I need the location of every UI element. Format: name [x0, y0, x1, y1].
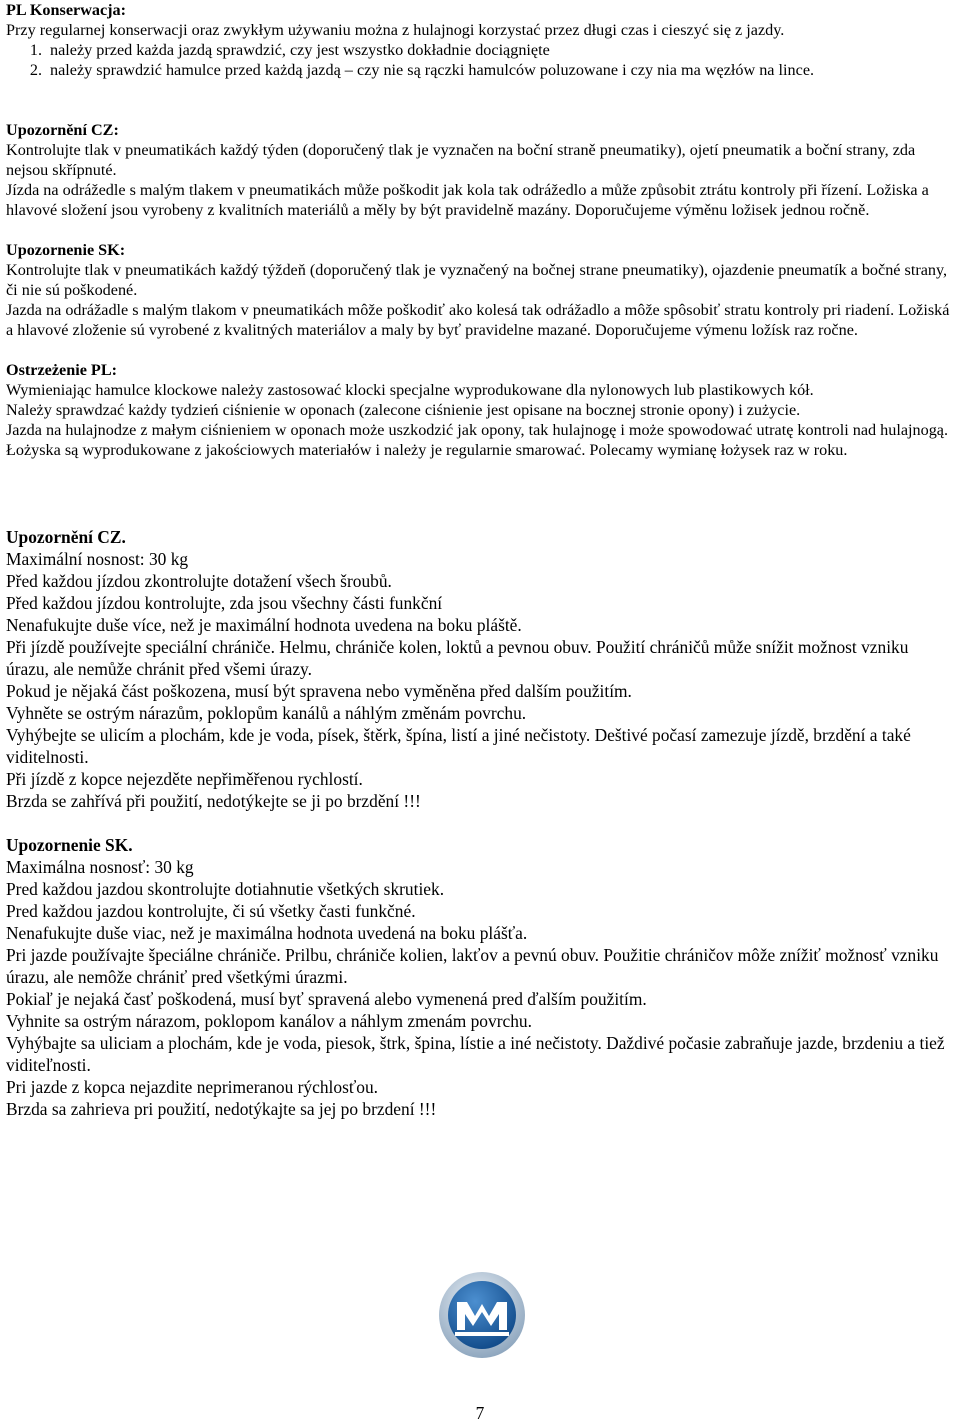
cz-safety-line: Při jízdě používejte speciální chrániče. Helmu, chrániče kolen, loktů a pevnou obuv. Použití chráničů může snížit možnost vzniku úrazu, ale nemůže chránit před všemi úrazy.: [6, 637, 909, 679]
list-item: [6, 60, 954, 80]
sk-safety-line: Vyhýbajte sa uliciam a plochám, kde je voda, piesok, štrk, špina, lístie a iné nečistoty. Daždivé počasie zabraňuje jazde, brzdeniu a tiež viditeľnosti.: [6, 1033, 945, 1075]
list-item-text: należy przed każda jazdą sprawdzić, czy jest wszystko dokładnie dociągnięte: [50, 41, 550, 59]
heading-sk-safety: Upozornenie SK.: [6, 835, 133, 855]
page-number: 7: [475, 1403, 485, 1423]
sk-safety-line: Pred každou jazdou skontrolujte dotiahnutie všetkých skrutiek.: [6, 879, 445, 899]
sk-safety-line: Pokiaľ je nejaká časť poškodená, musí byť spravená alebo vymenená pred ďalším použitím.: [6, 989, 647, 1009]
list-pl-maintenance: [6, 40, 954, 80]
paragraph-pl-intro: Przy regularnej konserwacji oraz zwykłym używaniu można z hulajnogi korzystać przez długi czas i cieszyć się z jazdy.: [6, 21, 785, 39]
sk-safety-line: Nenafukujte duše viac, než je maximálna hodnota uvedená na boku plášťa.: [6, 923, 528, 943]
list-item-number: 2.: [29, 61, 42, 79]
cz-safety-line: Před každou jízdou zkontrolujte dotažení všech šroubů.: [6, 571, 392, 591]
cz-safety-line: Před každou jízdou kontrolujte, zda jsou všechny části funkční: [6, 593, 443, 613]
cz-safety-line: Brzda se zahřívá při použití, nedotýkejte se ji po brzdění !!!: [6, 791, 421, 811]
sk-safety-line: Maximálna nosnosť: 30 kg: [6, 857, 194, 877]
list-item-text: należy sprawdzić hamulce przed każdą jazdą – czy nie są rączki hamulców poluzowane i czy nia ma węzłów na lince.: [50, 61, 815, 79]
paragraph-pl-warning-2: Należy sprawdzać każdy tydzień ciśnienie w oponach (zalecone ciśnienie jest opisane na bocznej stronie opony) i zużycie.: [6, 401, 801, 419]
document-page: [6, 0, 954, 1120]
sk-safety-line: Pri jazde používajte špeciálne chrániče. Prilbu, chrániče kolien, lakťov a pevnú obuv. Použitie chráničov môže znížiť možnosť vzniku úrazu, ale nemôže chrániť pred všetkými úrazmi.: [6, 945, 939, 987]
heading-cz-safety: Upozornění CZ.: [6, 527, 126, 547]
cz-safety-line: Vyhněte se ostrým nárazům, poklopům kanálů a náhlým změnám povrchu.: [6, 703, 527, 723]
heading-pl-warning: Ostrzeżenie PL:: [6, 361, 118, 379]
list-item: [6, 40, 954, 60]
paragraph-pl-warning-3: Jazda na hulajnodze z małym ciśnieniem w oponach może uszkodzić jak opony, tak hulajnogę i może spowodować utratę kontroli nad hulajnogą. Łożyska są wyprodukowane z jakościowych materiałów i należy je regularnie smarować. Polecamy wymianę łożysek raz w roku.: [6, 421, 949, 459]
heading-sk-warning: Upozornenie SK:: [6, 241, 126, 259]
section-pl-maintenance: [6, 0, 954, 460]
list-item-number: 1.: [29, 41, 42, 59]
section-safety-warnings: [6, 526, 954, 1120]
heading-cz-warning: Upozornění CZ:: [6, 121, 119, 139]
cz-safety-line: Maximální nosnost: 30 kg: [6, 549, 189, 569]
cz-safety-line: Vyhýbejte se ulicím a plochám, kde je voda, písek, štěrk, špína, listí a jiné nečistoty. Deštivé počasí zamezuje jízdě, brzdění a také viditelnosti.: [6, 725, 911, 767]
paragraph-pl-warning-1: Wymieniając hamulce klockowe należy zastosować klocki specjalne wyprodukowane dla nylonowych lub plastikowych kół.: [6, 381, 814, 399]
sk-safety-line: Vyhnite sa ostrým nárazom, poklopom kanálov a náhlym zmenám povrchu.: [6, 1011, 532, 1031]
paragraph-cz-warning-1: Kontrolujte tlak v pneumatikách každý týden (doporučený tlak je vyznačen na boční straně pneumatiky), ojetí pneumatik a boční strany, zda nejsou skřípnuté.: [6, 141, 916, 179]
cz-safety-line: Pokud je nějaká část poškozena, musí být spravena nebo vyměněna před dalším použitím.: [6, 681, 632, 701]
paragraph-sk-warning-1: Kontrolujte tlak v pneumatikách každý týždeň (doporučený tlak je vyznačený na bočnej strane pneumatiky), ojazdenie pneumatík a bočné strany, či nie sú poškodené.: [6, 261, 948, 299]
paragraph-sk-warning-2: Jazda na odrážadle s malým tlakom v pneumatikách môže poškodiť ako kolesá tak odrážadlo a môže spôsobiť stratu kontroly pri riadení. Ložiská a hlavové zloženie sú vyrobené z kvalitných materiálov a maly by byť pravidelne mazané. Doporučujeme výmenu ložísk raz ročne.: [6, 301, 950, 339]
sk-safety-line: Pri jazde z kopca nejazdite neprimeranou rýchlosťou.: [6, 1077, 379, 1097]
cz-safety-line: Nenafukujte duše více, než je maximální hodnota uvedena na boku pláště.: [6, 615, 522, 635]
heading-pl-maintenance: PL Konserwacja:: [6, 1, 127, 19]
cz-safety-line: Při jízdě z kopce nejezděte nepřiměřenou rychlostí.: [6, 769, 363, 789]
mm-logo-icon: [437, 1270, 527, 1360]
sk-safety-line: Brzda sa zahrieva pri použití, nedotýkajte sa jej po brzdení !!!: [6, 1099, 437, 1119]
sk-safety-line: Pred každou jazdou kontrolujte, či sú všetky časti funkčné.: [6, 901, 416, 921]
paragraph-cz-warning-2: Jízda na odrážedle s malým tlakem v pneumatikách může poškodit jak kola tak odrážedlo a může způsobit ztrátu kontroly při řízení. Ložiska a hlavové složení jsou vyrobeny z kvalitních materiálů a měly by být pravidelně mazány. Doporučujeme výměnu ložisek jednou ročně.: [6, 181, 929, 219]
